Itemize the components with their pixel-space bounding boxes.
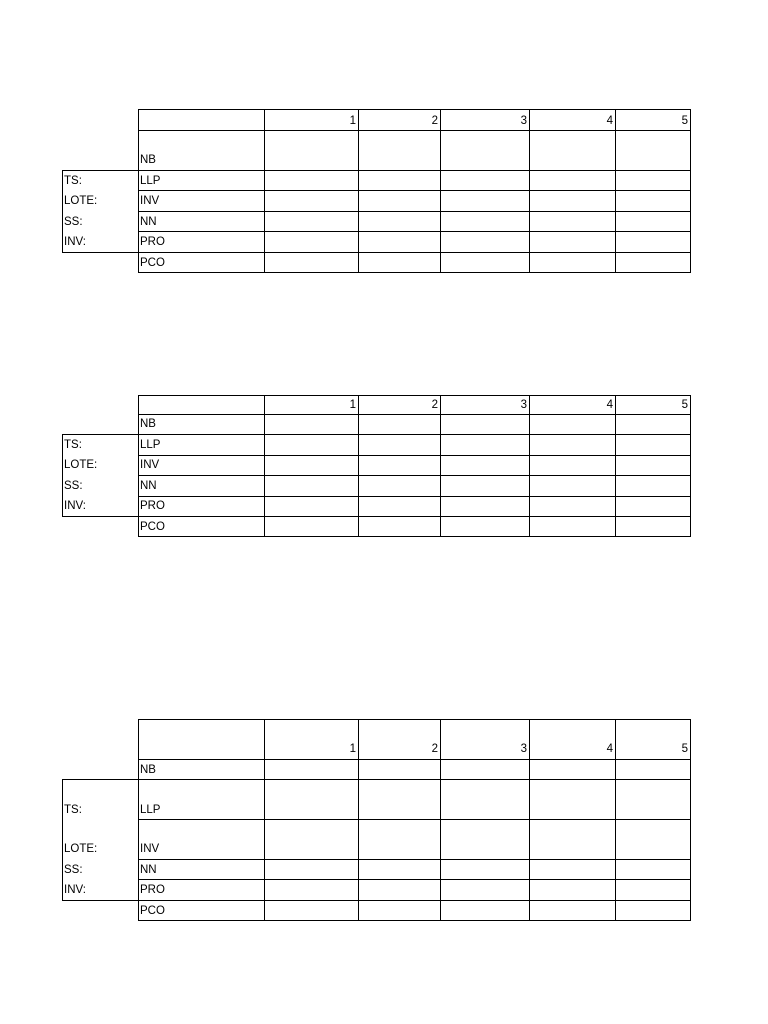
column-number: 3 bbox=[520, 743, 527, 755]
grid-line bbox=[138, 819, 691, 820]
column-number: 2 bbox=[431, 115, 438, 127]
row-label: PCO bbox=[140, 257, 165, 269]
grid-line bbox=[138, 434, 691, 435]
grid-line bbox=[358, 395, 359, 537]
grid-line bbox=[138, 759, 691, 760]
grid-line bbox=[138, 859, 691, 860]
column-number: 1 bbox=[349, 399, 356, 411]
grid-line bbox=[138, 516, 691, 517]
row-label: LLP bbox=[140, 804, 161, 816]
column-number: 3 bbox=[520, 115, 527, 127]
grid-line bbox=[138, 900, 691, 901]
grid-line bbox=[138, 190, 691, 191]
column-number: 4 bbox=[606, 115, 613, 127]
side-label: TS: bbox=[64, 804, 82, 816]
grid-line bbox=[138, 496, 691, 497]
grid-line bbox=[138, 211, 691, 212]
row-label: INV bbox=[140, 195, 160, 207]
row-label: NB bbox=[140, 764, 156, 776]
grid-line bbox=[138, 272, 691, 273]
column-number: 4 bbox=[606, 399, 613, 411]
side-label: LOTE: bbox=[64, 195, 98, 207]
grid-line bbox=[615, 395, 616, 537]
row-label: NB bbox=[140, 154, 156, 166]
side-box-line bbox=[62, 779, 63, 901]
grid-line bbox=[138, 879, 691, 880]
grid-line bbox=[690, 395, 691, 537]
grid-line bbox=[690, 109, 691, 273]
side-box-line bbox=[62, 434, 139, 435]
grid-line bbox=[440, 395, 441, 537]
grid-line bbox=[440, 109, 441, 273]
row-label: PRO bbox=[140, 236, 165, 248]
row-label: INV bbox=[140, 843, 160, 855]
side-label: TS: bbox=[64, 439, 82, 451]
grid-line bbox=[138, 719, 139, 921]
grid-line bbox=[138, 109, 691, 110]
row-label: NN bbox=[140, 864, 157, 876]
side-label: INV: bbox=[64, 236, 86, 248]
side-label: SS: bbox=[64, 864, 83, 876]
column-number: 5 bbox=[681, 399, 688, 411]
row-label: PCO bbox=[140, 521, 165, 533]
grid-line bbox=[138, 395, 691, 396]
column-number: 3 bbox=[520, 399, 527, 411]
grid-line bbox=[690, 719, 691, 921]
column-number: 2 bbox=[431, 399, 438, 411]
side-box-line bbox=[62, 170, 63, 253]
grid-line bbox=[138, 252, 691, 253]
grid-line bbox=[138, 414, 691, 415]
side-label: LOTE: bbox=[64, 459, 98, 471]
side-box-line bbox=[62, 170, 139, 171]
grid-line bbox=[138, 231, 691, 232]
row-label: LLP bbox=[140, 175, 161, 187]
column-number: 5 bbox=[681, 743, 688, 755]
grid-line bbox=[264, 109, 265, 273]
side-label: SS: bbox=[64, 216, 83, 228]
side-box-line bbox=[62, 516, 139, 517]
row-label: PCO bbox=[140, 905, 165, 917]
side-label: SS: bbox=[64, 480, 83, 492]
grid-line bbox=[358, 109, 359, 273]
row-label: PRO bbox=[140, 500, 165, 512]
grid-line bbox=[138, 779, 691, 780]
grid-line bbox=[529, 395, 530, 537]
column-number: 5 bbox=[681, 115, 688, 127]
row-label: NN bbox=[140, 216, 157, 228]
side-label: LOTE: bbox=[64, 843, 98, 855]
grid-line bbox=[138, 130, 691, 131]
column-number: 1 bbox=[349, 743, 356, 755]
grid-line bbox=[138, 719, 691, 720]
grid-line bbox=[138, 109, 139, 273]
row-label: NN bbox=[140, 480, 157, 492]
grid-line bbox=[138, 920, 691, 921]
side-label: INV: bbox=[64, 884, 86, 896]
column-number: 1 bbox=[349, 115, 356, 127]
grid-line bbox=[615, 109, 616, 273]
grid-line bbox=[529, 109, 530, 273]
column-number: 2 bbox=[431, 743, 438, 755]
row-label: INV bbox=[140, 459, 160, 471]
grid-line bbox=[138, 170, 691, 171]
grid-line bbox=[138, 475, 691, 476]
side-box-line bbox=[62, 779, 139, 780]
row-label: LLP bbox=[140, 439, 161, 451]
grid-line bbox=[138, 455, 691, 456]
side-box-line bbox=[62, 900, 139, 901]
grid-line bbox=[138, 536, 691, 537]
side-box-line bbox=[62, 434, 63, 517]
side-label: TS: bbox=[64, 175, 82, 187]
side-label: INV: bbox=[64, 500, 86, 512]
side-box-line bbox=[62, 252, 139, 253]
row-label: PRO bbox=[140, 884, 165, 896]
column-number: 4 bbox=[606, 743, 613, 755]
grid-line bbox=[264, 395, 265, 537]
row-label: NB bbox=[140, 418, 156, 430]
